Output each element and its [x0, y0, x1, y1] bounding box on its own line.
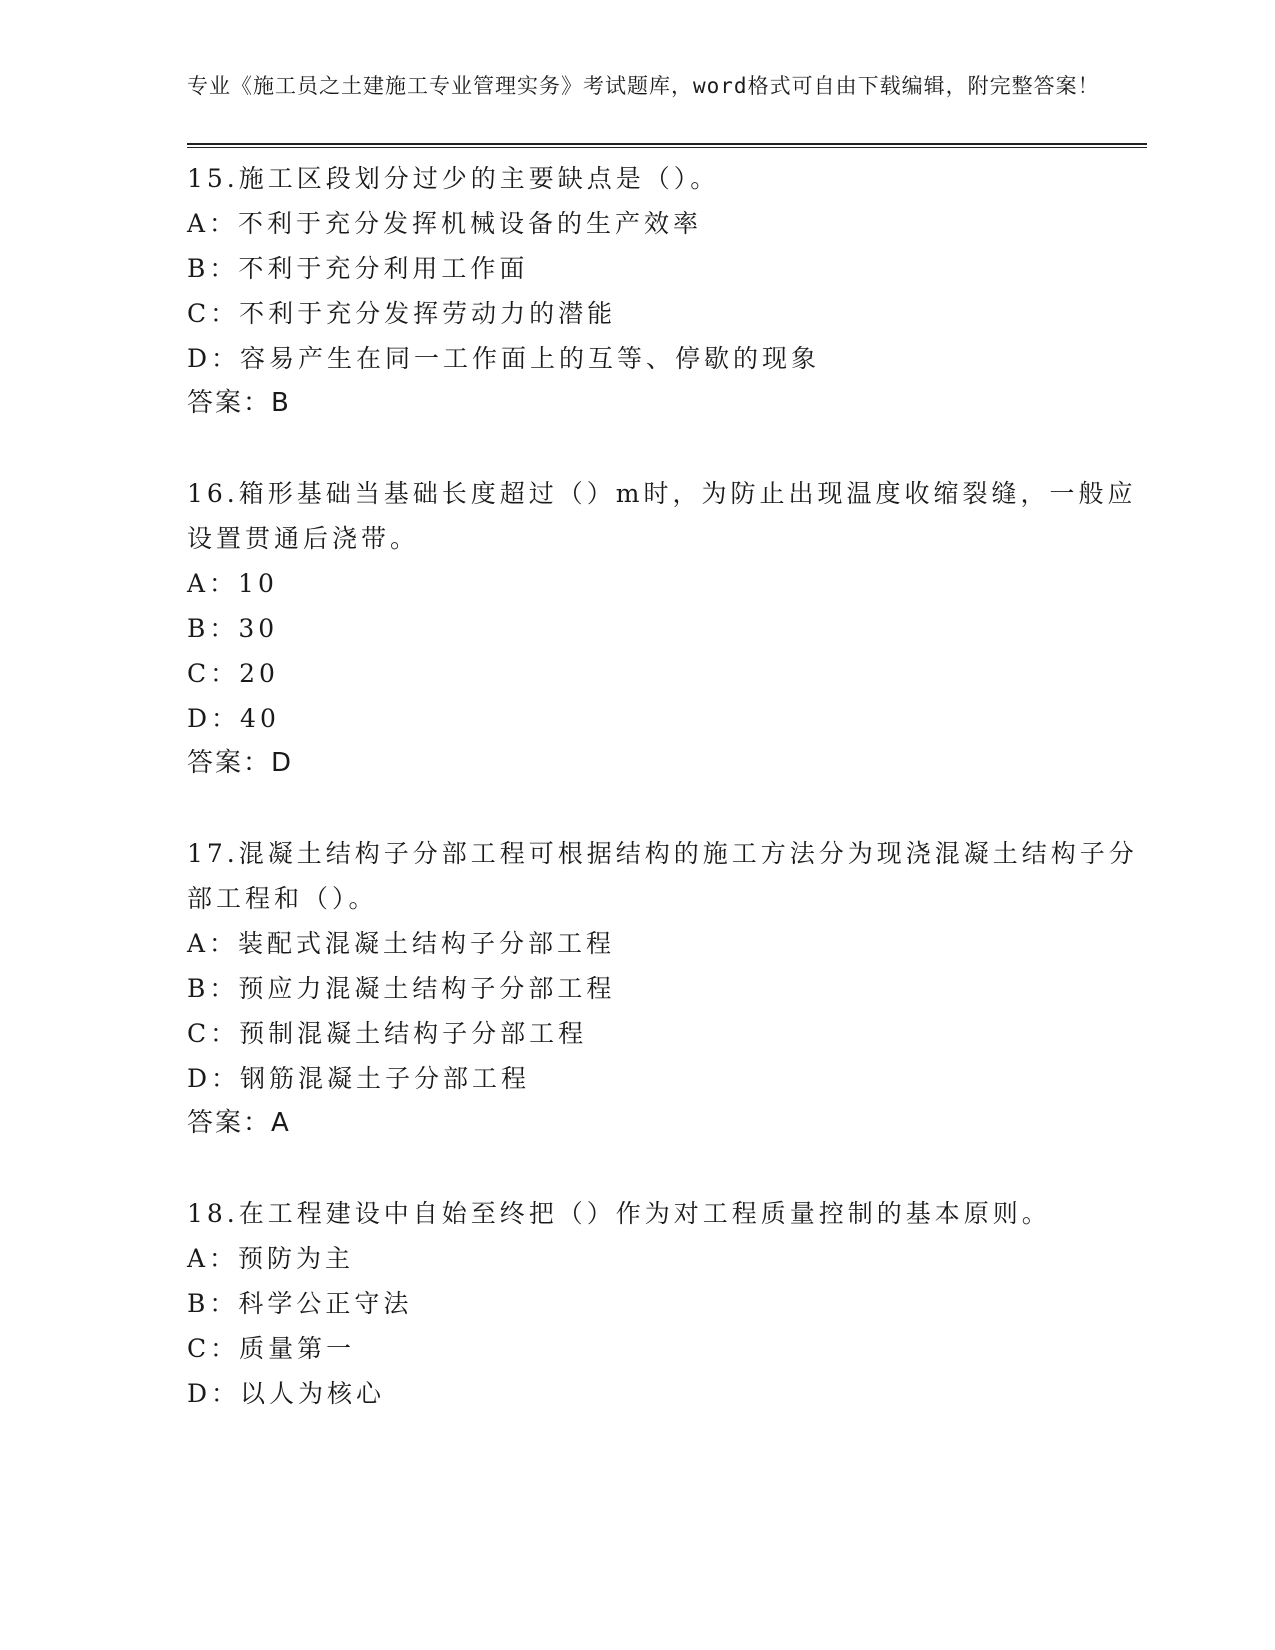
option-d: D：钢筋混凝土子分部工程	[187, 1064, 531, 1093]
answer: 答案：B	[187, 388, 291, 418]
document-header: 专业《施工员之土建施工专业管理实务》考试题库，word格式可自由下载编辑，附完整答案！	[187, 74, 1100, 98]
option-c: C：20	[187, 659, 279, 688]
option-a: A：预防为主	[187, 1244, 355, 1273]
question-16	[187, 471, 1147, 786]
question-stem: 18.在工程建设中自始至终把（）作为对工程质量控制的基本原则。	[187, 1199, 1051, 1228]
option-d: D：以人为核心	[187, 1379, 386, 1408]
question-17	[187, 831, 1147, 1146]
option-a: A：装配式混凝土结构子分部工程	[187, 929, 616, 958]
option-c: C：质量第一	[187, 1334, 356, 1363]
option-b: B：预应力混凝土结构子分部工程	[187, 974, 616, 1003]
option-c: C：预制混凝土结构子分部工程	[187, 1019, 588, 1048]
option-b: B：30	[187, 614, 279, 643]
question-18	[187, 1191, 1147, 1416]
header-divider	[187, 143, 1147, 148]
option-b: B：科学公正守法	[187, 1289, 413, 1318]
question-stem: 17.混凝土结构子分部工程可根据结构的施工方法分为现浇混凝土结构子分部工程和（）。	[187, 839, 1138, 913]
question-stem: 15.施工区段划分过少的主要缺点是（）。	[187, 164, 720, 193]
option-b: B：不利于充分利用工作面	[187, 254, 529, 283]
document-page	[187, 70, 1147, 1461]
question-stem: 16.箱形基础当基础长度超过（）m时，为防止出现温度收缩裂缝，一般应设置贯通后浇带。	[187, 479, 1137, 553]
option-d: D：40	[187, 704, 280, 733]
option-a: A：10	[187, 569, 278, 598]
option-c: C：不利于充分发挥劳动力的潜能	[187, 299, 617, 328]
answer: 答案：A	[187, 1108, 291, 1138]
option-d: D：容易产生在同一工作面上的互等、停歇的现象	[187, 344, 821, 373]
answer: 答案：D	[187, 748, 294, 778]
question-list	[187, 156, 1147, 1416]
option-a: A：不利于充分发挥机械设备的生产效率	[187, 209, 703, 238]
question-15	[187, 156, 1147, 426]
